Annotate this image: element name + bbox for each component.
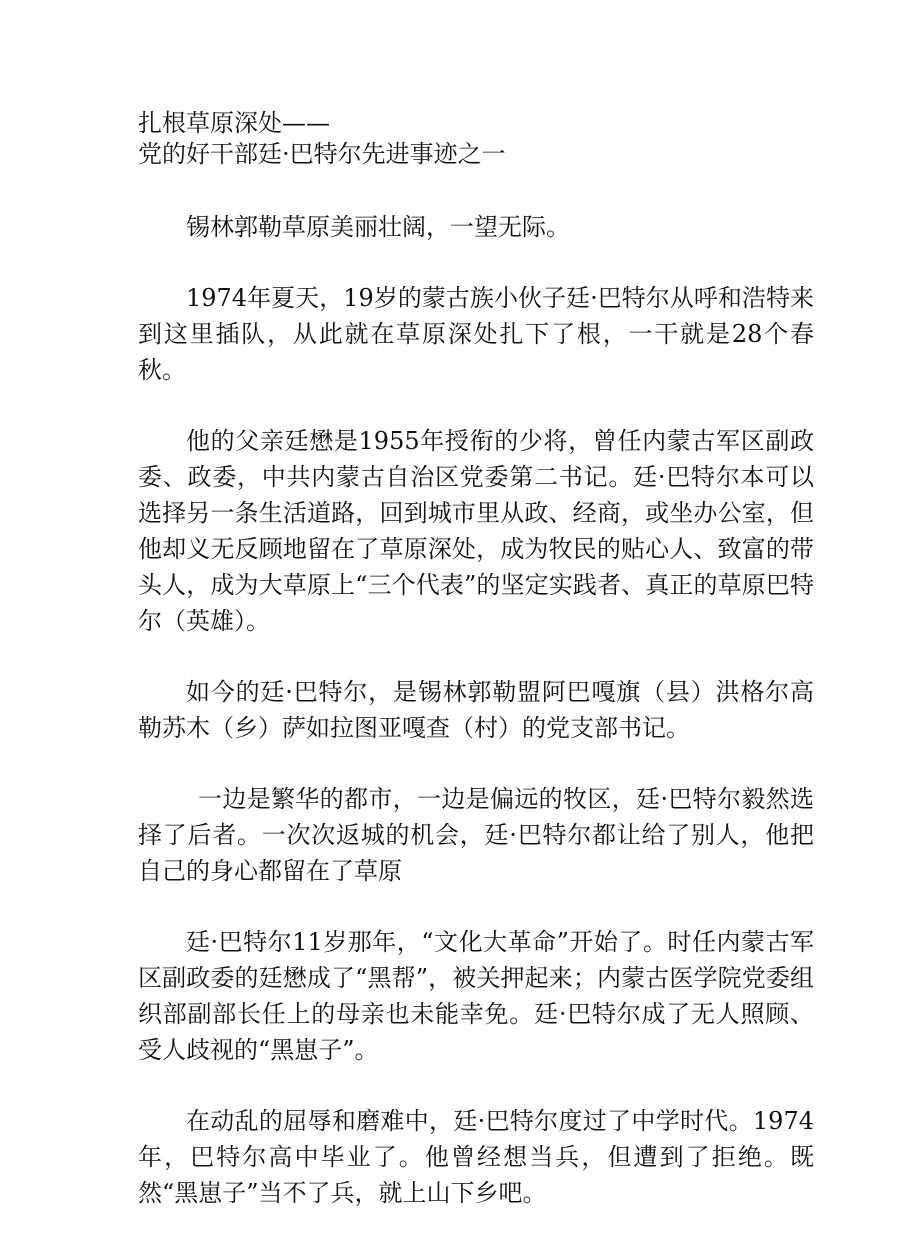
- paragraph-3: 他的父亲廷懋是1955年授衔的少将，曾任内蒙古军区副政委、政委，中共内蒙古自治区党委第二书记。廷·巴特尔本可以选择另一条生活道路，回到城市里从政、经商，或坐办公室，但他却义无反顾地留在了草原深处，成为牧民的贴心人、致富的带头人，成为大草原上“三个代表”的坚定实践者、真正的草原巴特尔（英雄）。: [138, 427, 814, 635]
- title-line-2: 党的好干部廷·巴特尔先进事迹之一: [138, 140, 506, 168]
- paragraph-2: 1974年夏天，19岁的蒙古族小伙子廷·巴特尔从呼和浩特来到这里插队，从此就在草原深处扎下了根，一干就是28个春秋。: [138, 284, 814, 384]
- document-title: [138, 108, 814, 170]
- paragraph-6: 廷·巴特尔11岁那年，“文化大革命”开始了。时任内蒙古军区副政委的廷懋成了“黑帮”，被关押起来；内蒙古医学院党委组织部副部长任上的母亲也未能幸免。廷·巴特尔成了无人照顾、受人歧视的“黑崽子”。: [138, 928, 814, 1064]
- paragraph-4: 如今的廷·巴特尔，是锡林郭勒盟阿巴嘎旗（县）洪格尔高勒苏木（乡）萨如拉图亚嘎查（村）的党支部书记。: [138, 678, 814, 742]
- paragraph-5: 一边是繁华的都市，一边是偏远的牧区，廷·巴特尔毅然选择了后者。一次次返城的机会，廷·巴特尔都让给了别人，他把自己的身心都留在了草原: [138, 785, 814, 885]
- title-line-1: 扎根草原深处——: [138, 109, 330, 137]
- paragraph-1: 锡林郭勒草原美丽壮阔，一望无际。: [186, 213, 570, 241]
- paragraph-7: 在动乱的屈辱和磨难中，廷·巴特尔度过了中学时代。1974年，巴特尔高中毕业了。他曾经想当兵，但遭到了拒绝。既然“黑崽子”当不了兵，就上山下乡吧。: [138, 1107, 814, 1207]
- document-page: [138, 108, 814, 1246]
